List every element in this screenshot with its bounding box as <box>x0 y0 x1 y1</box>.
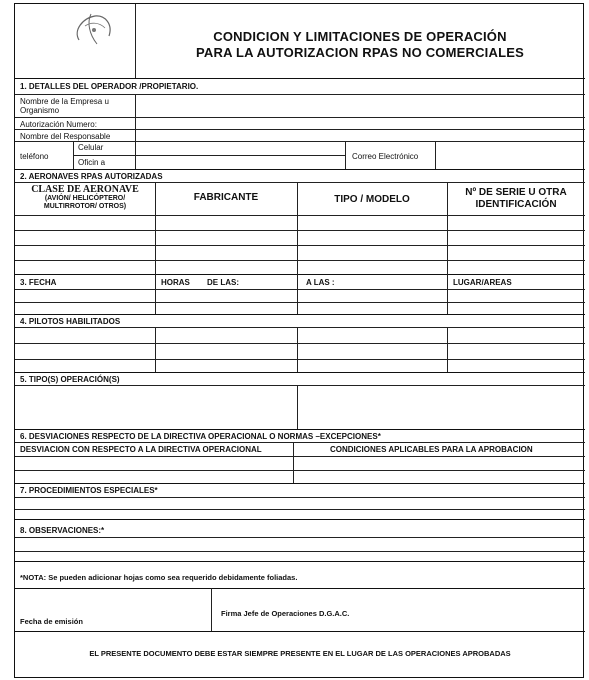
clase-sub1: (AVIÓN/ HELICÓPTERO/ <box>44 195 126 202</box>
celular-label: Celular <box>78 143 104 152</box>
fabricante-header: FABRICANTE <box>193 192 259 203</box>
clase-sub2: MULTIRROTOR/ OTROS) <box>43 203 127 210</box>
deviations-rows[interactable] <box>16 457 584 482</box>
firma-field[interactable] <box>212 589 584 607</box>
empresa-label-1: Nombre de la Empresa u <box>20 97 109 106</box>
empresa-label-2: Organismo <box>20 106 60 115</box>
celular-field[interactable] <box>136 142 344 155</box>
serie-header-2: IDENTIFICACIÓN <box>475 199 557 210</box>
operation-conditions-form <box>14 3 584 678</box>
oficina-field[interactable] <box>136 156 344 169</box>
section6-title: 6. DESVIACIONES RESPECTO DE LA DIRECTIVA OPERACIONAL O NORMAS –EXCEPCIONES* <box>20 432 381 441</box>
section7-title: 7. PROCEDIMIENTOS ESPECIALES* <box>20 486 158 495</box>
schedule-rows[interactable] <box>16 290 584 314</box>
page-title-line2: PARA LA AUTORIZACION RPAS NO COMERCIALES <box>196 45 524 60</box>
tipo-header: TIPO / MODELO <box>334 194 410 205</box>
empresa-field[interactable] <box>135 95 585 117</box>
dgac-logo <box>69 10 119 52</box>
page-title-line1: CONDICION Y LIMITACIONES DE OPERACIÓN <box>213 29 507 44</box>
oficina-label: Oficin a <box>78 158 106 167</box>
autorizacion-field[interactable] <box>135 118 585 129</box>
section5-title: 5. TIPO(S) OPERACIÓN(S) <box>20 375 120 384</box>
serie-header-1: Nº DE SERIE U OTRA <box>465 187 567 198</box>
procedures-field[interactable] <box>16 498 584 518</box>
responsable-label: Nombre del Responsable <box>20 132 111 141</box>
desviacion-header: DESVIACION CON RESPECTO A LA DIRECTIVA OPERACIONAL <box>20 445 262 454</box>
condiciones-header: CONDICIONES APLICABLES PARA LA APROBACION <box>330 445 533 454</box>
de-las-label: DE LAS: <box>207 278 239 287</box>
section2-title: 2. AERONAVES RPAS AUTORIZADAS <box>20 172 163 181</box>
clase-header: CLASE DE AERONAVE <box>31 184 139 195</box>
note-text: *NOTA: Se pueden adicionar hojas como sea requerido debidamente foliadas. <box>20 573 298 582</box>
section4-title: 4. PILOTOS HABILITADOS <box>20 317 121 326</box>
correo-field[interactable] <box>436 142 584 168</box>
observations-field[interactable] <box>16 538 584 560</box>
fecha-emision-field[interactable] <box>16 589 210 613</box>
pilots-rows[interactable] <box>16 328 584 371</box>
bottom-notice: EL PRESENTE DOCUMENTO DEBE ESTAR SIEMPRE PRESENTE EN EL LUGAR DE LAS OPERACIONES APROBADAS <box>89 649 511 658</box>
fecha-label: 3. FECHA <box>20 278 57 287</box>
a-las-label: A LAS : <box>306 278 335 287</box>
aircraft-table-rows[interactable] <box>16 216 584 273</box>
responsable-field[interactable] <box>135 130 585 141</box>
autorizacion-label: Autorización Numero: <box>20 120 97 129</box>
fecha-emision-label: Fecha de emisión <box>20 617 83 626</box>
horas-label: HORAS <box>161 278 190 287</box>
correo-label: Correo Electrónico <box>352 152 419 161</box>
firma-label: Firma Jefe de Operaciones D.G.A.C. <box>221 609 350 618</box>
lugar-label: LUGAR/AREAS <box>453 278 512 287</box>
telefono-label: teléfono <box>20 152 49 161</box>
section1-title: 1. DETALLES DEL OPERADOR /PROPIETARIO. <box>20 82 199 91</box>
operation-type-field[interactable] <box>16 386 584 428</box>
section8-title: 8. OBSERVACIONES:* <box>20 526 105 535</box>
